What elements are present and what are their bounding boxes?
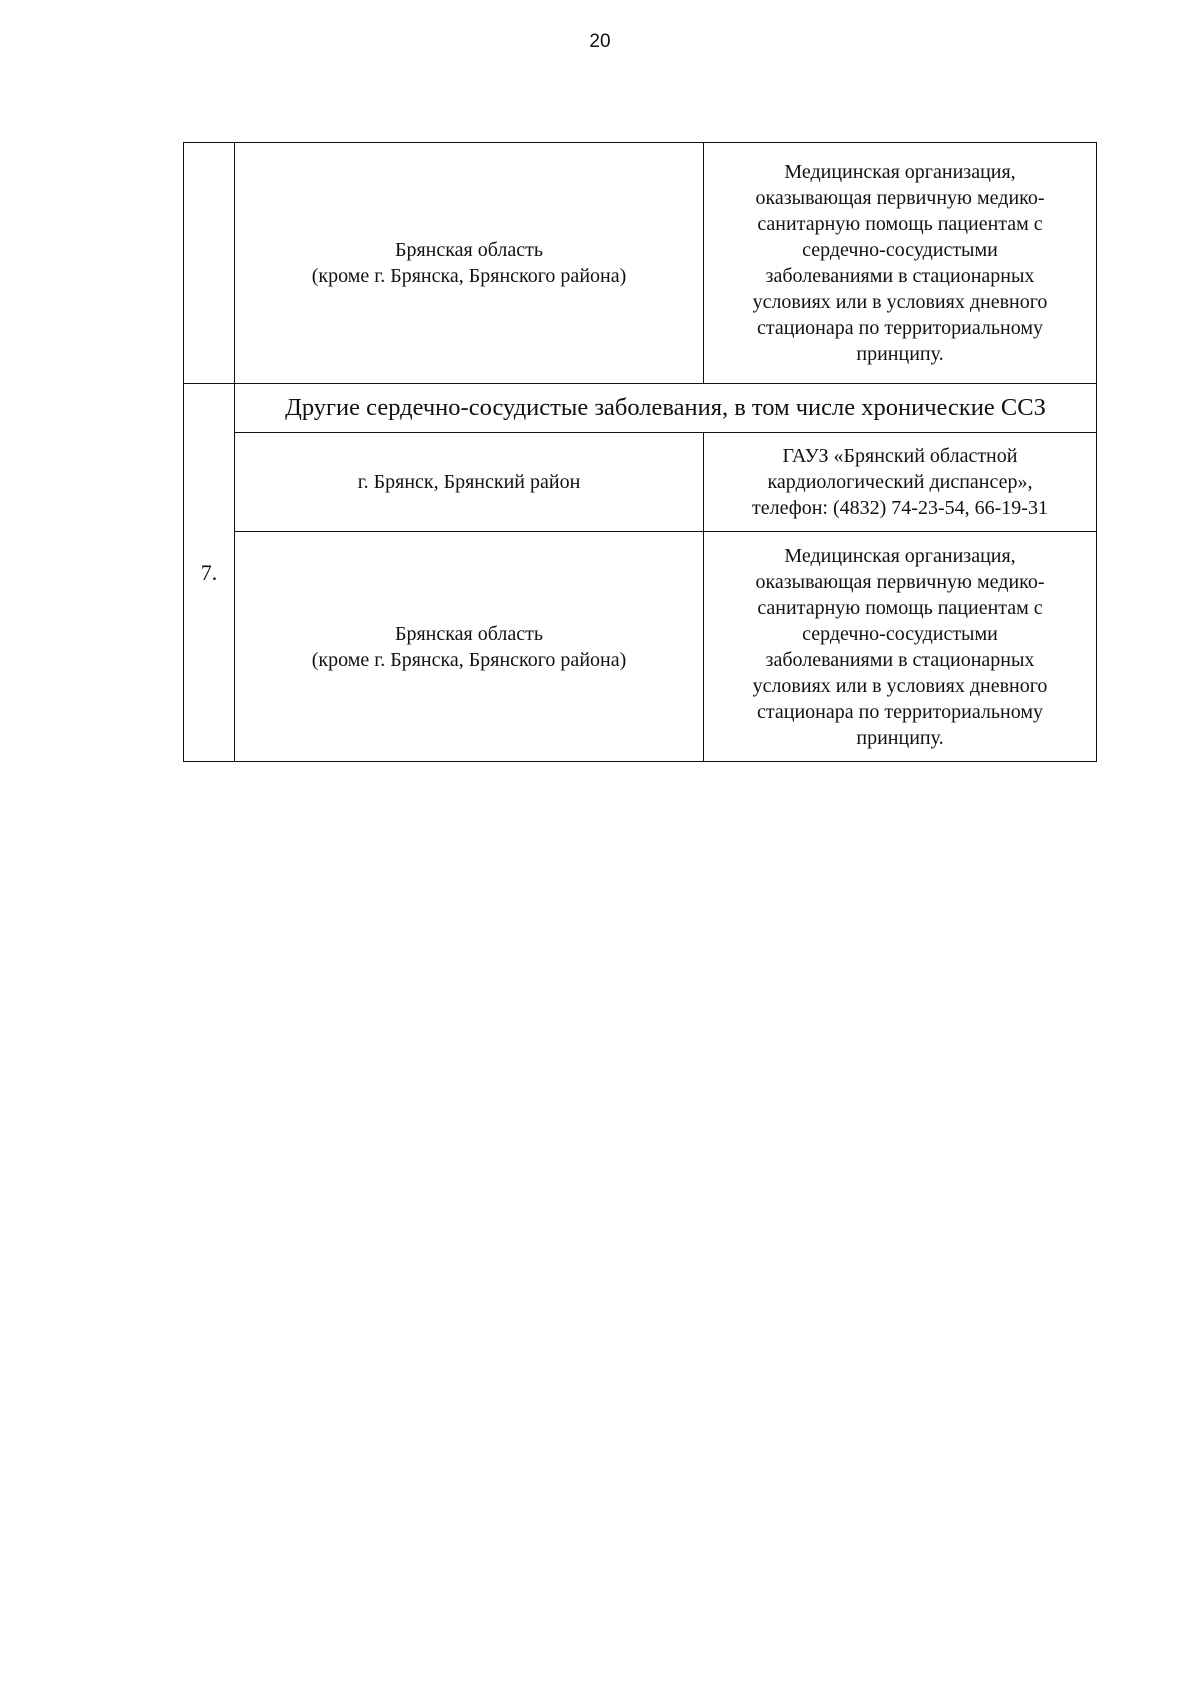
table-row [184, 532, 1097, 762]
organization-cell [704, 532, 1097, 762]
organization-cell [704, 143, 1097, 384]
section-title-cell [235, 384, 1097, 433]
organization-cell [704, 433, 1097, 532]
item-number-cell [184, 384, 235, 762]
region-cell [235, 433, 704, 532]
region-text: г. Брянск, Брянский район [357, 471, 581, 493]
region-text: Брянская область (кроме г. Брянска, Брянского района) [311, 239, 627, 287]
region-cell [235, 532, 704, 762]
item-number: 7. [200, 559, 218, 585]
organization-text: ГАУЗ «Брянский областной кардиологический диспансер», телефон: (4832) 74-23-54, 66-19-31 [752, 445, 1048, 519]
table-row [184, 433, 1097, 532]
section-title: Другие сердечно-сосудистые заболевания, в том числе хронические ССЗ [285, 394, 1046, 421]
organization-text: Медицинская организация, оказывающая первичную медико- санитарную помощь пациентам с сердечно-сосудистыми заболеваниями в стационарных условиях или в условиях дневного стационара по территориальному принципу. [752, 544, 1048, 749]
table-row-continued [184, 143, 1097, 384]
region-text: Брянская область (кроме г. Брянска, Брянского района) [311, 622, 627, 671]
table-row-section-title [184, 384, 1097, 433]
region-cell [235, 143, 704, 384]
organization-text: Медицинская организация, оказывающая первичную медико- санитарную помощь пациентам с сердечно-сосудистыми заболеваниями в стационарных условиях или в условиях дневного стационара по территориальному принципу. [752, 161, 1048, 365]
routing-table [183, 142, 1097, 762]
page-number: 20 [589, 31, 611, 52]
number-cell-empty [184, 143, 235, 384]
